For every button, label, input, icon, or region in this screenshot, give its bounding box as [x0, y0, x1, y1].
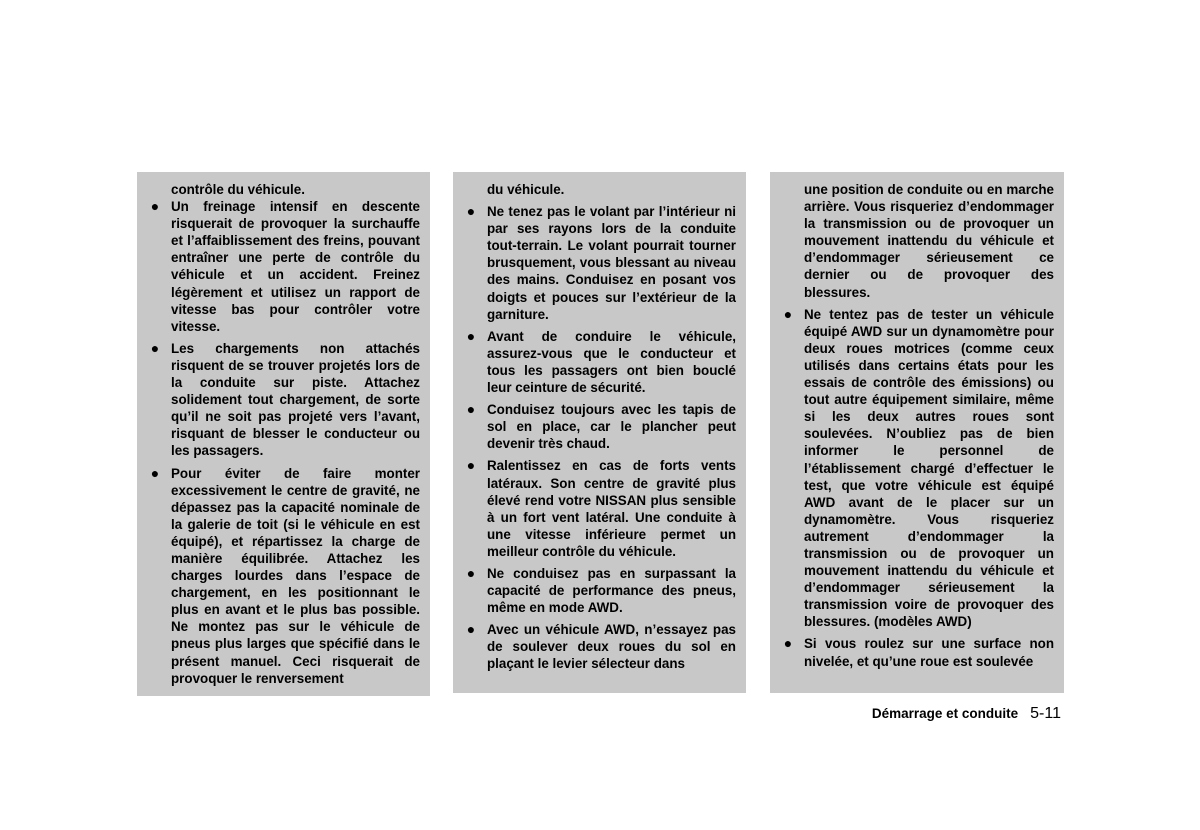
text-column-3 [770, 172, 1064, 693]
bullet-icon: ● [783, 635, 793, 652]
page-footer [872, 705, 1061, 723]
bullet-icon: ● [150, 464, 160, 481]
bullet-text: Ralentissez en cas de forts vents latéraux. Son centre de gravité plus élevé rend votre NISSAN plus sensible à un fort vent latéral. Une conduite à une vitesse inférieure permet un meilleur contrôle du véhicule. [487, 458, 736, 559]
bullet-icon: ● [150, 198, 160, 215]
bullet-item [463, 457, 736, 560]
bullet-text: Avant de conduire le véhicule, assurez-vous que le conducteur et tous les passagers ont bien bouclé leur ceinture de sécurité. [487, 328, 736, 396]
continuation-text: du véhicule. [487, 182, 565, 197]
bullet-icon: ● [466, 564, 476, 581]
bullet-icon: ● [466, 457, 476, 474]
bullet-item [463, 401, 736, 452]
bullet-text: Ne tentez pas de tester un véhicule équipé AWD sur un dynamomètre pour deux roues motrices (comme ceux utilisés dans certains états pour les essais de contrôle des émissions) ou tout autre équipement similaire, même si les deux autres roues sont soulevées. N’oubliez pas de bien informer le personnel de l’établissement chargé d’effectuer le test, que votre véhicule est équipé AWD avant de le placer sur un dynamomètre. Vous risqueriez autrement d’endommager la transmission ou de provoquer un mouvement inattendu du véhicule et d’endommager sérieusement la transmission voire de provoquer des blessures. (modèles AWD) [804, 306, 1054, 630]
bullet-item [147, 198, 420, 335]
bullet-item [147, 340, 420, 460]
bullet-text: Ne conduisez pas en surpassant la capacité de performance des pneus, même en mode AWD. [487, 565, 736, 616]
bullet-text: Ne tenez pas le volant par l’intérieur ni par ses rayons lors de la conduite tout-terrain. Le volant pourrait tourner brusquement, vous blessant au niveau des mains. Conduisez en posant vos doigts et pouces sur l’extérieur de la garniture. [487, 204, 736, 322]
bullet-item [147, 465, 420, 687]
bullet-icon: ● [466, 401, 476, 418]
bullet-text: Les chargements non attachés risquent de se trouver projetés lors de la conduite sur piste. Attachez solidement tout chargement, de sorte qu’il ne soit pas projeté vers l’avant, risquant de blesser le conducteur ou les passagers. [171, 340, 420, 459]
bullet-item [463, 203, 736, 323]
bullet-text: Un freinage intensif en descente risquerait de provoquer la surchauffe et l’affaiblissement des freins, pouvant entraîner une perte de contrôle du véhicule et un accident. Freinez légèrement et utilisez un rapport de vitesse bas pour contrôler votre vitesse. [171, 199, 420, 334]
bullet-icon: ● [466, 203, 476, 220]
bullet-item [463, 328, 736, 396]
continuation-text: une position de conduite ou en marche arrière. Vous risqueriez d’endommager la transmission ou de provoquer un mouvement inattendu du véhicule et d’endommager sérieusement ce dernier ou de provoquer des blessures. [804, 182, 1054, 300]
bullet-icon: ● [466, 621, 476, 638]
bullet-item [780, 306, 1054, 631]
continuation-text: contrôle du véhicule. [171, 182, 305, 197]
bullet-text: Avec un véhicule AWD, n’essayez pas de soulever deux roues du sol en plaçant le levier sélecteur dans [487, 622, 736, 672]
bullet-item [463, 565, 736, 616]
bullet-icon: ● [466, 327, 476, 344]
bullet-icon: ● [783, 305, 793, 322]
bullet-item [463, 621, 736, 672]
page-number: 5-11 [1030, 705, 1061, 722]
section-title: Démarrage et conduite [871, 706, 1019, 721]
text-column-2 [453, 172, 746, 693]
text-column-1 [137, 172, 430, 696]
bullet-text: Pour éviter de faire monter excessivement le centre de gravité, ne dépassez pas la capacité nominale de la galerie de toit (si le véhicule en est équipé), et répartissez la charge de manière équilibrée. Attachez les charges lourdes dans l’espace de chargement, en les positionnant le plus en avant et le plus bas possible. Ne montez pas sur le véhicule de pneus plus larges que spécifié dans le présent manuel. Ceci risquerait de provoquer le renversement [171, 465, 420, 686]
bullet-item [780, 635, 1054, 669]
bullet-text: Si vous roulez sur une surface non nivelée, et qu’une roue est soulevée [804, 636, 1054, 669]
bullet-icon: ● [150, 339, 160, 356]
bullet-text: Conduisez toujours avec les tapis de sol en place, car le plancher peut devenir très chaud. [487, 402, 736, 452]
